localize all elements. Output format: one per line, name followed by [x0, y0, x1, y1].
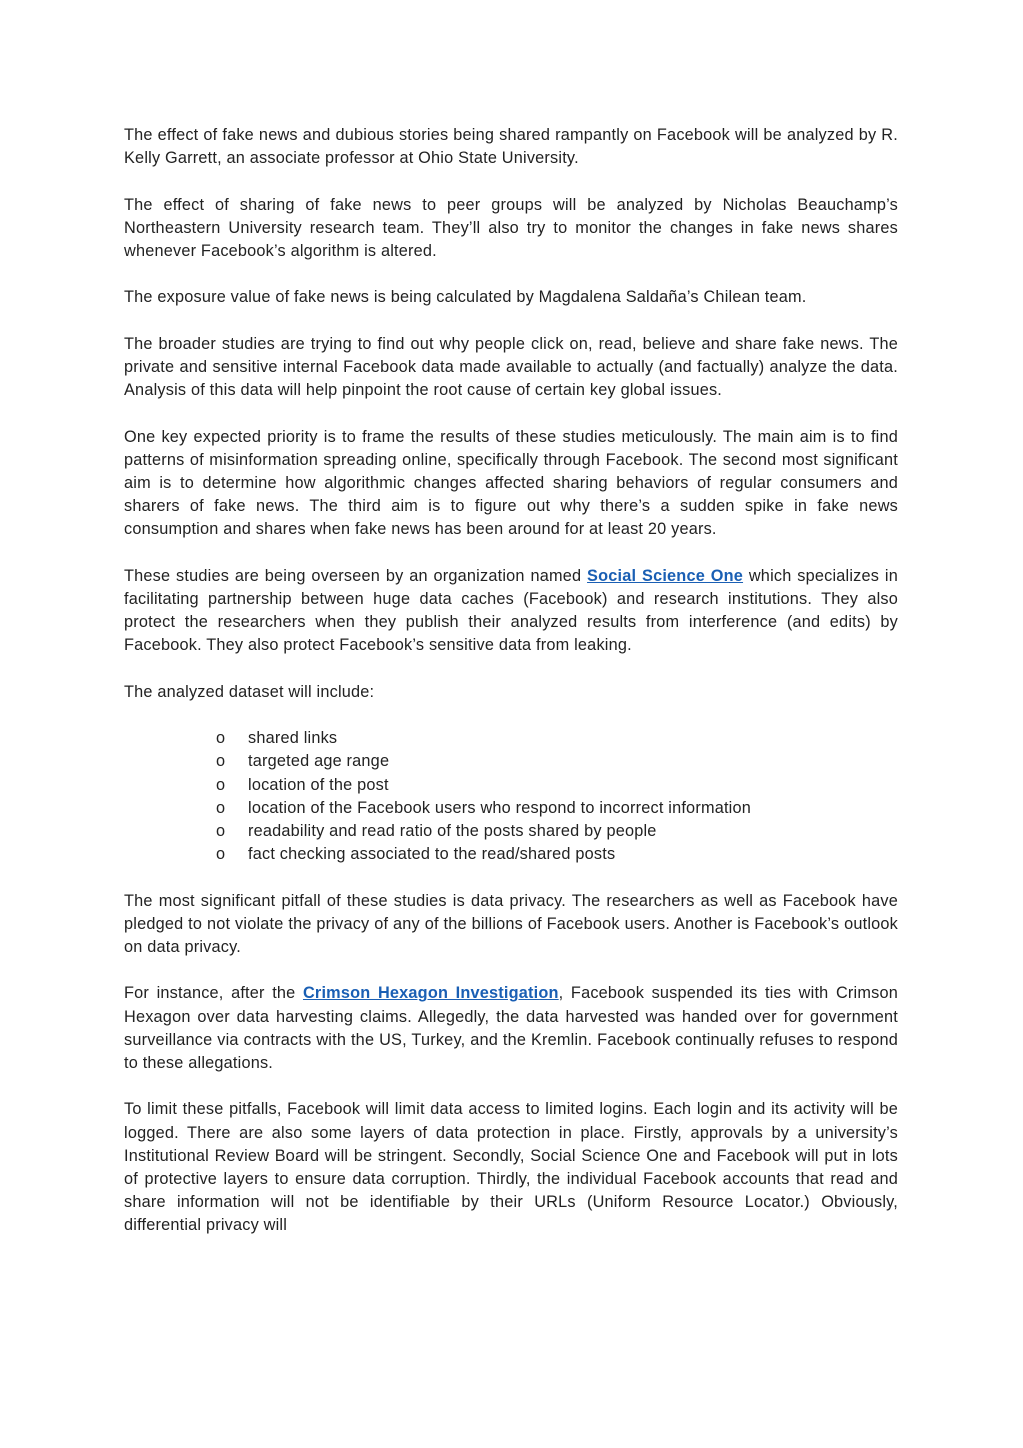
- list-item-text: shared links: [248, 729, 338, 748]
- list-item: [216, 797, 898, 820]
- bullet-marker: o: [216, 729, 226, 748]
- paragraph-crimson-hexagon: [124, 982, 898, 1075]
- bullet-marker: o: [216, 845, 226, 864]
- list-item-text: location of the post: [248, 775, 389, 794]
- list-item-text: readability and read ratio of the posts shared by people: [248, 821, 657, 840]
- bullet-marker: o: [216, 798, 226, 817]
- paragraph-text: which specializes in facilitating partnership between huge data caches (Facebook) and research institutions. They also protect the researchers when they publish their analyzed results from interference (and edits) by Facebook. They also protect Facebook’s sensitive data from leaking.: [124, 566, 898, 655]
- list-item: [216, 820, 898, 843]
- list-item: [216, 727, 898, 750]
- paragraph-text: , Facebook suspended its ties with Crimson Hexagon over data harvesting claims. Allegedly, the data harvested was handed over for government surveillance via contracts with the US, Turkey, and the Kremlin. Facebook continually refuses to respond to these allegations.: [124, 984, 898, 1072]
- social-science-one-link[interactable]: Social Science One: [587, 566, 744, 585]
- dataset-list: [124, 727, 898, 866]
- paragraph-social-science-one: [124, 565, 898, 658]
- bullet-marker: o: [216, 775, 226, 794]
- document-page: [124, 124, 898, 1261]
- paragraph-pitfall: The most significant pitfall of these studies is data privacy. The researchers as well as Facebook have pledged to not violate the privacy of any of the billions of Facebook users. Another is Facebook’s outlook on data privacy.: [124, 891, 898, 956]
- bullet-marker: o: [216, 752, 226, 771]
- list-item-text: location of the Facebook users who respond to incorrect information: [248, 798, 752, 817]
- paragraph-garrett: The effect of fake news and dubious stories being shared rampantly on Facebook will be analyzed by R. Kelly Garrett, an associate professor at Ohio State University.: [124, 126, 898, 168]
- list-item-text: fact checking associated to the read/shared posts: [248, 845, 616, 864]
- paragraph-saldana: The exposure value of fake news is being calculated by Magdalena Saldaña’s Chilean team.: [124, 288, 807, 307]
- paragraph-limits: To limit these pitfalls, Facebook will limit data access to limited logins. Each login and its activity will be logged. There are also some layers of data protection in place. Firstly, approvals by a university’s Institutional Review Board will be stringent. Secondly, Social Science One and Facebook will put in lots of protective layers to ensure data corruption. Thirdly, the individual Facebook accounts that read and share information will not be identifiable by their URLs (Uniform Resource Locator.) Obviously, differential privacy will: [124, 1100, 898, 1235]
- list-item: [216, 774, 898, 797]
- list-item: [216, 750, 898, 773]
- paragraph-text: These studies are being overseen by an organization named: [124, 566, 588, 585]
- paragraph-dataset-intro: The analyzed dataset will include:: [124, 682, 375, 701]
- list-item: [216, 843, 898, 866]
- bullet-marker: o: [216, 821, 226, 840]
- list-item-text: targeted age range: [248, 752, 390, 771]
- paragraph-text: For instance, after the: [124, 984, 303, 1003]
- paragraph-beauchamp: The effect of sharing of fake news to peer groups will be analyzed by Nicholas Beauchamp’s Northeastern University research team. They’ll also try to monitor the changes in fake news shares whenever Facebook’s algorithm is altered.: [124, 195, 898, 260]
- paragraph-priorities: One key expected priority is to frame the results of these studies meticulously. The main aim is to find patterns of misinformation spreading online, specifically through Facebook. The second most significant aim is to determine how algorithmic changes affected sharing behaviors of regular consumers and sharers of fake news. The third aim is to figure out why there’s a sudden spike in fake news consumption and shares when fake news has been around for at least 20 years.: [124, 427, 898, 539]
- crimson-hexagon-link[interactable]: Crimson Hexagon Investigation: [302, 984, 559, 1003]
- paragraph-broader-studies: The broader studies are trying to find out why people click on, read, believe and share fake news. The private and sensitive internal Facebook data made available to actually (and factually) analyze the data. Analysis of this data will help pinpoint the root cause of certain key global issues.: [124, 334, 898, 400]
